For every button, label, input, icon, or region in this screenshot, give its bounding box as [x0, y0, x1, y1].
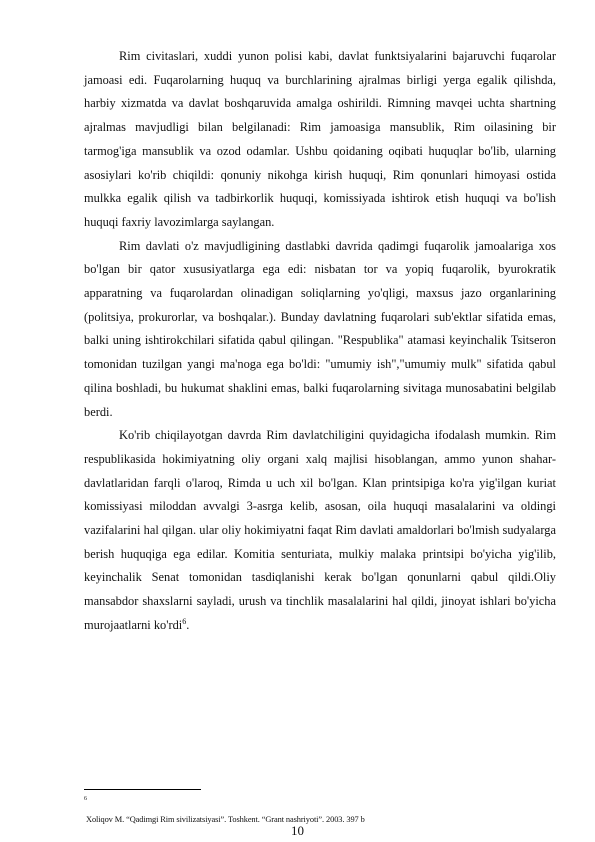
- paragraph-3: Ko'rib chiqilayotgan davrda Rim davlatchiligini quyidagicha ifodalash mumkin. Rim respublikasida hokimiyatning oliy organi xalq majlisi hisoblangan, ammo yunon shahar-davlatlaridan farqli o'laroq, Rimda u uch xil bo'lgan. Klan printsipiga ko'ra yig'ilgan kuriat komissiyasi miloddan avvalgi 3-asrga kelib, asosan, oila huquqi masalalarini va oldingi vazifalarini hal qilgan. ular oliy hokimiyatni faqat Rim davlati amaldorlari bo'lmish sudyalarga berish huquqiga ega edilar. Komitia senturiata, mulkiy malaka printsipi bo'yicha yig'ilib, keyinchalik Senat tomonidan tasdiqlanishi kerak bo'lgan qonunlarni qabul qildi.Oliy mansabdor shaxslarni sayladi, urush va tinchlik masalalarini hal qildi, jinoyat ishlari bo'yicha murojaatlarni ko'rdi$^6$.: [84, 428, 556, 632]
- body-text: [84, 45, 556, 638]
- paragraph-1: [84, 45, 556, 235]
- footnote-reference[interactable]: 6: [182, 616, 187, 626]
- page-number: 10: [291, 823, 304, 838]
- footnote-text: Xoliqov M. “Qadimgi Rim sivilizatsiyasi”. Toshkent. “Grant nashriyoti”. 2003. 397 b: [86, 815, 365, 824]
- paragraph-1-text: Rim civitaslari, xuddi yunon polisi kabi, davlat funktsiyalarini bajaruvchi fuqarolar jamoasi edi. Fuqarolarning huquq va burchlarining ajralmas birligi yerga egalik qilishda, harbiy xizmatda va davlat boshqaruvida amalga oshirildi. Rimning mavqei uchta shartning ajralmas mavjudligi bilan belgilanadi: Rim jamoasiga mansublik, Rim oilasining bir tarmog'iga mansublik va ozod odamlar. Ushbu qoidaning oqibati huquqlar bo'lib, ularning asosiylari ko'rib chiqildi: qonuniy nikohga kirish huquqi, Rim qonunlari himoyasi ostida mulkka egalik qilish va tadbirkorlik huquqi, komissiyada ishtirok etish huquqi va bo'lish huquqi faxriy lavozimlarga saylangan.: [84, 49, 556, 229]
- paragraph-2-text: Rim davlati o'z mavjudligining dastlabki davrida qadimgi fuqarolik jamoalariga xos bo'lgan bir qator xususiyatlarga ega edi: nisbatan tor va yopiq fuqarolik, byurokratik apparatning va fuqarolardan olinadigan soliqlarning yo'qligi, maxsus jazo organlarining (politsiya, prokurorlar, va boshqalar.). Bunday davlatning fuqarolari sub'ektlar sifatida emas, balki uning ishtirokchilari sifatida qabul qilingan. "Respublika" atamasi keyinchalik Tsitseron tomonidan tuzilgan yangi ma'noga ega bo'ldi: "umumiy ish","umumiy mulk" sifatida qabul qilina boshladi, bu hukumat shaklini emas, balki fuqarolarning sivitaga munosabatini belgilab berdi.: [84, 238, 556, 419]
- footnote-number: 6: [84, 796, 87, 802]
- paragraph-2: [84, 235, 556, 425]
- footnote-separator: [84, 789, 201, 790]
- paragraph-3-text: Ko'rib chiqilayotgan davrda Rim davlatchiligini quyidagicha ifodalash mumkin. Rim respublikasida hokimiyatning oliy organi xalq majlisi hisoblangan, ammo yunon shahar-davlatlaridan farqli o'laroq, Rimda u uch xil bo'lgan. Klan printsipiga ko'ra yig'ilgan kuriat komissiyasi miloddan avvalgi 3-asrga kelib, asosan, oila huquqi masalalarini va oldingi vazifalarini hal qilgan. ular oliy hokimiyatni faqat Rim davlati amaldorlari bo'lmish sudyalarga berish huquqiga ega edilar. Komitia senturiata, mulkiy malaka printsipi bo'yicha yig'ilib, keyinchalik Senat tomonidan tasdiqlanishi kerak bo'lgan qonunlarni qabul qildi.Oliy mansabdor shaxslarni sayladi, urush va tinchlik masalalarini hal qildi, jinoyat ishlari bo'yicha murojaatlarni ko'rdi: [84, 428, 556, 632]
